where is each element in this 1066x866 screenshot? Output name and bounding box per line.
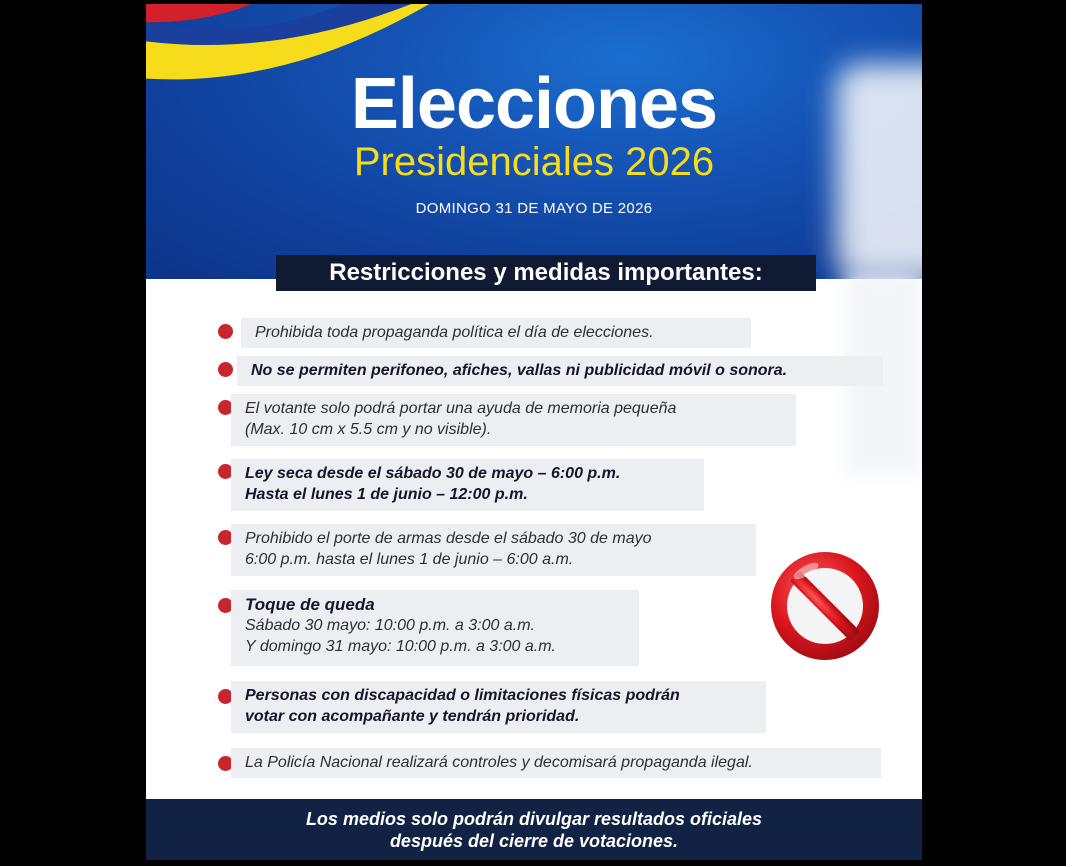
subtitle: Presidenciales 2026	[353, 140, 715, 184]
item-text: Ley seca desde el sábado 30 de mayo – 6:00 p.m.	[245, 465, 621, 482]
item-box	[237, 356, 883, 386]
election-poster	[146, 4, 922, 860]
item-box	[231, 681, 766, 733]
item-box	[231, 524, 756, 576]
item-text: Personas con discapacidad o limitaciones físicas podrán	[245, 687, 680, 704]
section-heading: Restricciones y medidas importantes:	[276, 255, 816, 291]
item-box	[231, 748, 881, 778]
item-text: Prohibido el porte de armas desde el sábado 30 de mayo	[245, 530, 652, 547]
item-text: (Max. 10 cm x 5.5 cm y no visible).	[245, 421, 492, 438]
item-text: Prohibida toda propaganda política el día de elecciones.	[255, 324, 654, 341]
bullet-icon	[218, 362, 233, 377]
election-date: DOMINGO 31 DE MAYO DE 2026	[415, 200, 653, 217]
item-box	[241, 318, 751, 348]
title: Elecciones	[350, 64, 718, 144]
header-band	[146, 4, 922, 279]
item-box	[231, 394, 796, 446]
item-text: La Policía Nacional realizará controles y decomisará propaganda ilegal.	[245, 754, 753, 771]
footer-line-2: después del cierre de votaciones.	[389, 830, 679, 851]
item-text: Hasta el lunes 1 de junio – 12:00 p.m.	[245, 486, 528, 503]
item-box	[231, 590, 639, 666]
item-text: El votante solo podrá portar una ayuda de memoria pequeña	[245, 400, 677, 417]
item-text: votar con acompañante y tendrán prioridad.	[245, 708, 580, 725]
item-heading: Toque de queda	[245, 595, 375, 614]
item-text: Sábado 30 mayo: 10:00 p.m. a 3:00 a.m.	[245, 617, 535, 634]
footer-line-1: Los medios solo podrán divulgar resultados oficiales	[305, 808, 763, 829]
footer-bar	[146, 799, 922, 860]
item-text: No se permiten perifoneo, afiches, vallas ni publicidad móvil o sonora.	[251, 362, 788, 379]
item-box	[231, 459, 704, 511]
prohibited-sign-icon	[768, 549, 882, 663]
bullet-icon	[218, 324, 233, 339]
item-text: 6:00 p.m. hasta el lunes 1 de junio – 6:00 a.m.	[245, 551, 574, 568]
item-text: Y domingo 31 mayo: 10:00 p.m. a 3:00 a.m.	[245, 638, 556, 655]
